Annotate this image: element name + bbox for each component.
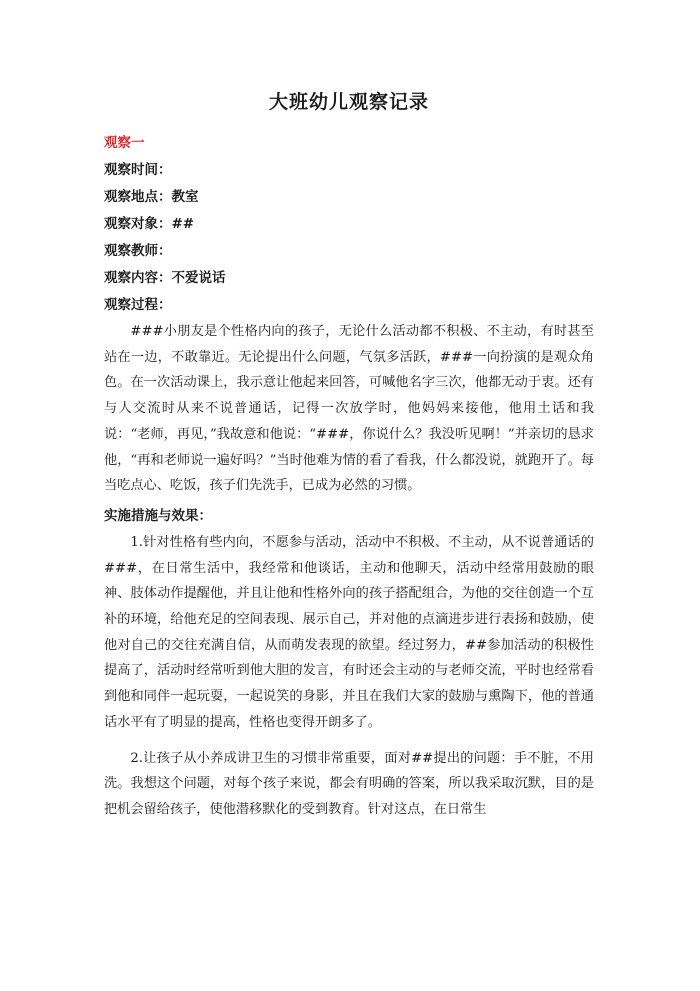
measure-paragraph-1: 1.针对性格有些内向，不愿参与活动，活动中不积极、不主动，从不说普通话的###，在日常生活中，我经常和他谈话，主动和他聊天，活动中经常用鼓励的眼神、肢体动作提醒他，并且让他和性格外向的孩子搭配组合，为他的交往创造一个互补的环境，给他充足的空间表现、展示自己，并对他的点滴进步进行表扬和鼓励，使他对自己的交往充满自信，从而萌发表现的欲望。经过努力，##参加活动的积极性提高了，活动时经常听到他大胆的发言，有时还会主动的与老师交流，平时也经常看到他和同伴一起玩耍，一起说笑的身影，并且在我们大家的鼓励与熏陶下，他的普通话水平有了明显的提高，性格也变得开朗多了。 <box>104 534 594 730</box>
document-title: 大班幼儿观察记录 <box>268 91 429 113</box>
field-observation-subject: 观察对象：## <box>104 216 195 232</box>
document-body <box>104 88 594 823</box>
process-paragraph: ###小朋友是个性格内向的孩子，无论什么活动都不积极、不主动，有时甚至站在一边，不敢靠近。无论提出什么问题，气氛多活跃，###一向扮演的是观众角色。在一次活动课上，我示意让他起来回答，可喊他名字三次，他都无动于衷。还有与人交流时从来不说普通话，记得一次放学时，他妈妈来接他，他用土话和我说：“老师，再见，”我故意和他说：“###，你说什么？我没听见啊！”并亲切的恳求他，“再和老师说一遍好吗？”当时他难为情的看了看我，什么都没说，就跑开了。每当吃点心、吃饭，孩子们先洗手，已成为必然的习惯。 <box>104 324 594 494</box>
measure-paragraph-2: 2.让孩子从小养成讲卫生的习惯非常重要，面对##提出的问题：手不脏，不用洗。我想这个问题，对每个孩子来说，都会有明确的答案，所以我采取沉默，目的是把机会留给孩子，使他潜移默化的受到教育。针对这点，在日常生 <box>104 750 594 817</box>
section-heading-observation-1: 观察一 <box>104 135 145 151</box>
field-observation-time: 观察时间： <box>104 162 172 178</box>
field-observation-teacher: 观察教师： <box>104 243 172 259</box>
field-observation-location: 观察地点：教室 <box>104 189 199 205</box>
paragraph-gap <box>104 736 594 746</box>
field-observation-content: 观察内容：不爱说话 <box>104 270 226 286</box>
measures-heading: 实施措施与效果： <box>104 507 212 524</box>
field-observation-process: 观察过程： <box>104 297 172 313</box>
